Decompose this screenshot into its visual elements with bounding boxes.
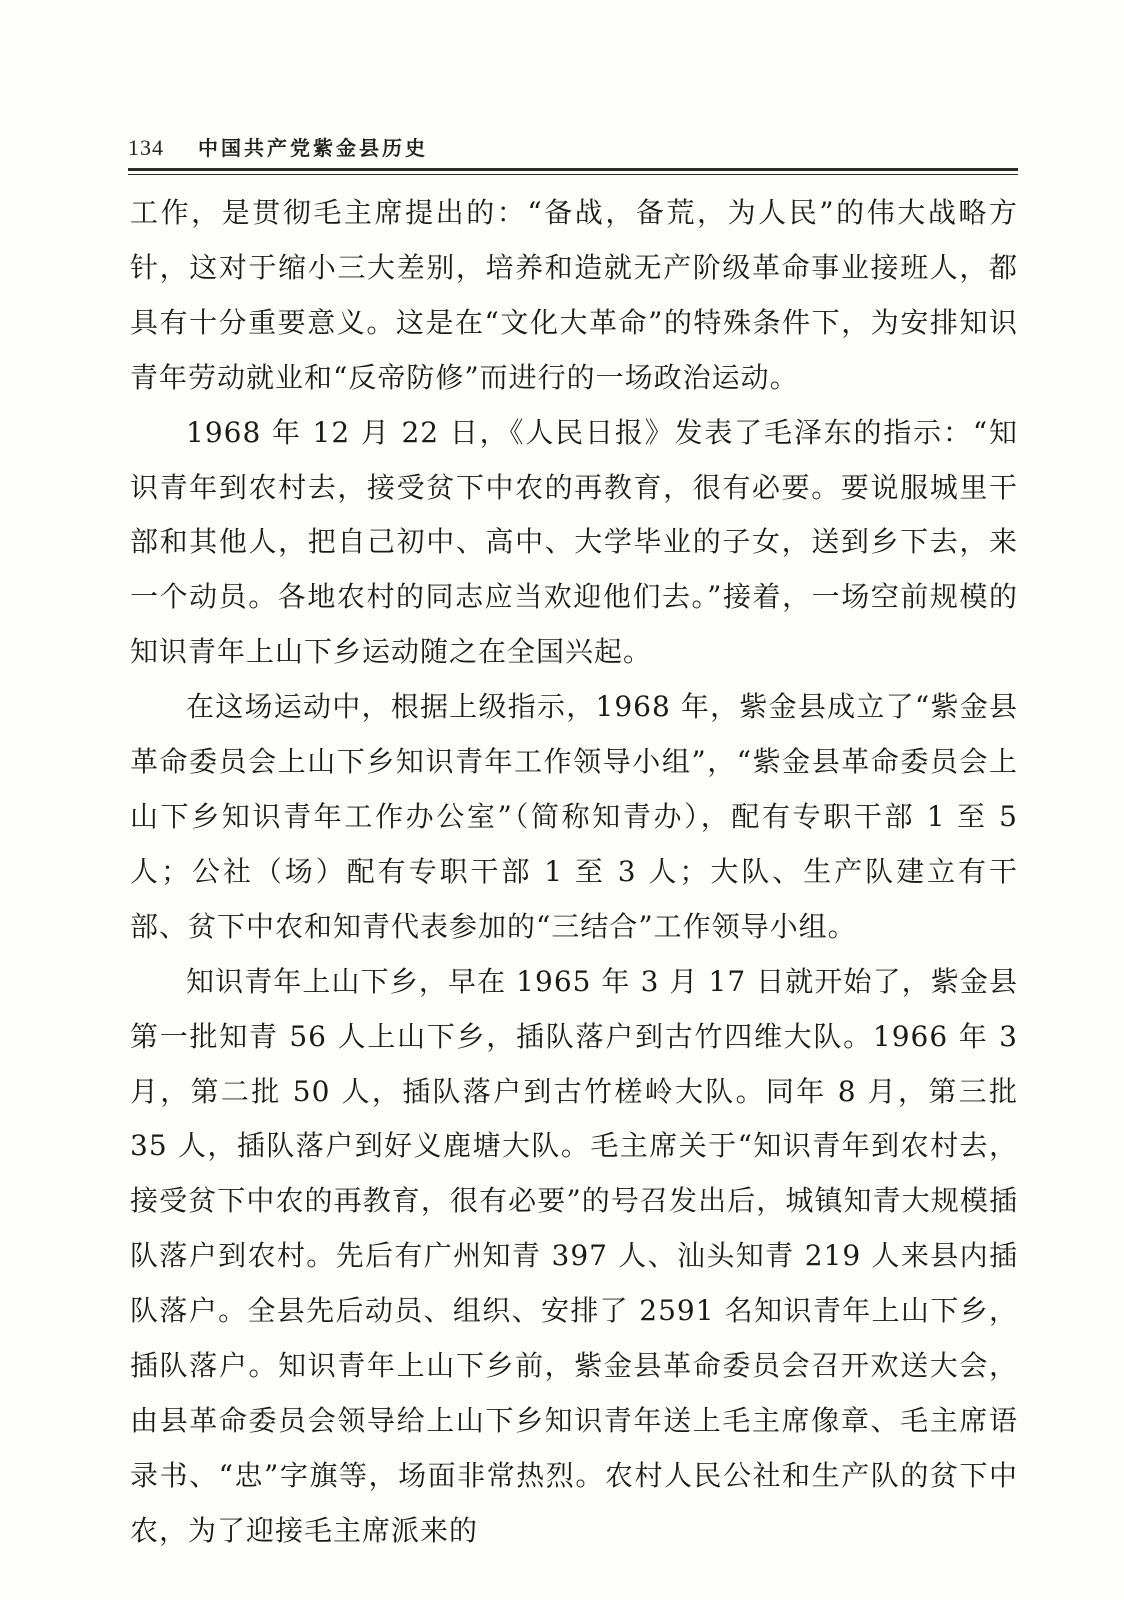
running-header bbox=[128, 132, 1018, 166]
body-text bbox=[130, 186, 1018, 1559]
paragraph-organization: 在这场运动中，根据上级指示，1968 年，紫金县成立了“紫金县革命委员会上山下乡知识青年工作领导小组”，“紫金县革命委员会上山下乡知识青年工作办公室”（简称知青办），配有专职干部 1 至 5 人；公社（场）配有专职干部 1 至 3 人；大队、生产队建立有干部、贫下中农和知青代表参加的“三结合”工作领导小组。 bbox=[130, 690, 1018, 943]
header-rule-thin bbox=[128, 174, 1018, 175]
page-number: 134 bbox=[128, 135, 164, 160]
paragraph-directive: 1968 年 12 月 22 日，《人民日报》发表了毛泽东的指示：“知识青年到农村去，接受贫下中农的再教育，很有必要。要说服城里干部和其他人，把自己初中、高中、大学毕业的子女，送到乡下去，来一个动员。各地农村的同志应当欢迎他们去。”接着，一场空前规模的知识青年上山下乡运动随之在全国兴起。 bbox=[130, 415, 1018, 669]
paragraph-batches: 知识青年上山下乡，早在 1965 年 3 月 17 日就开始了，紫金县第一批知青 56 人上山下乡，插队落户到古竹四维大队。1966 年 3 月，第二批 50 人，插队落户到古竹槎岭大队。同年 8 月，第三批 35 人，插队落户到好义鹿塘大队。毛主席关于“知识青年到农村去，接受贫下中农的再教育，很有必要”的号召发出后，城镇知青大规模插队落户到农村。先后有广州知青 397 人、汕头知青 219 人来县内插队落户。全县先后动员、组织、安排了 2591 名知识青年上山下乡，插队落户。知识青年上山下乡前，紫金县革命委员会召开欢送大会，由县革命委员会领导给上山下乡知识青年送上毛主席像章、毛主席语录书、“忠”字旗等，场面非常热烈。农村人民公社和生产队的贫下中农，为了迎接毛主席派来的 bbox=[130, 964, 1018, 1547]
book-title: 中国共产党紫金县历史 bbox=[198, 136, 428, 160]
paragraph-continuation: 工作，是贯彻毛主席提出的：“备战，备荒，为人民”的伟大战略方针，这对于缩小三大差别，培养和造就无产阶级革命事业接班人，都具有十分重要意义。这是在“文化大革命”的特殊条件下，为安排知识青年劳动就业和“反帝防修”而进行的一场政治运动。 bbox=[130, 196, 1018, 394]
header-rule-thick bbox=[128, 168, 1018, 171]
